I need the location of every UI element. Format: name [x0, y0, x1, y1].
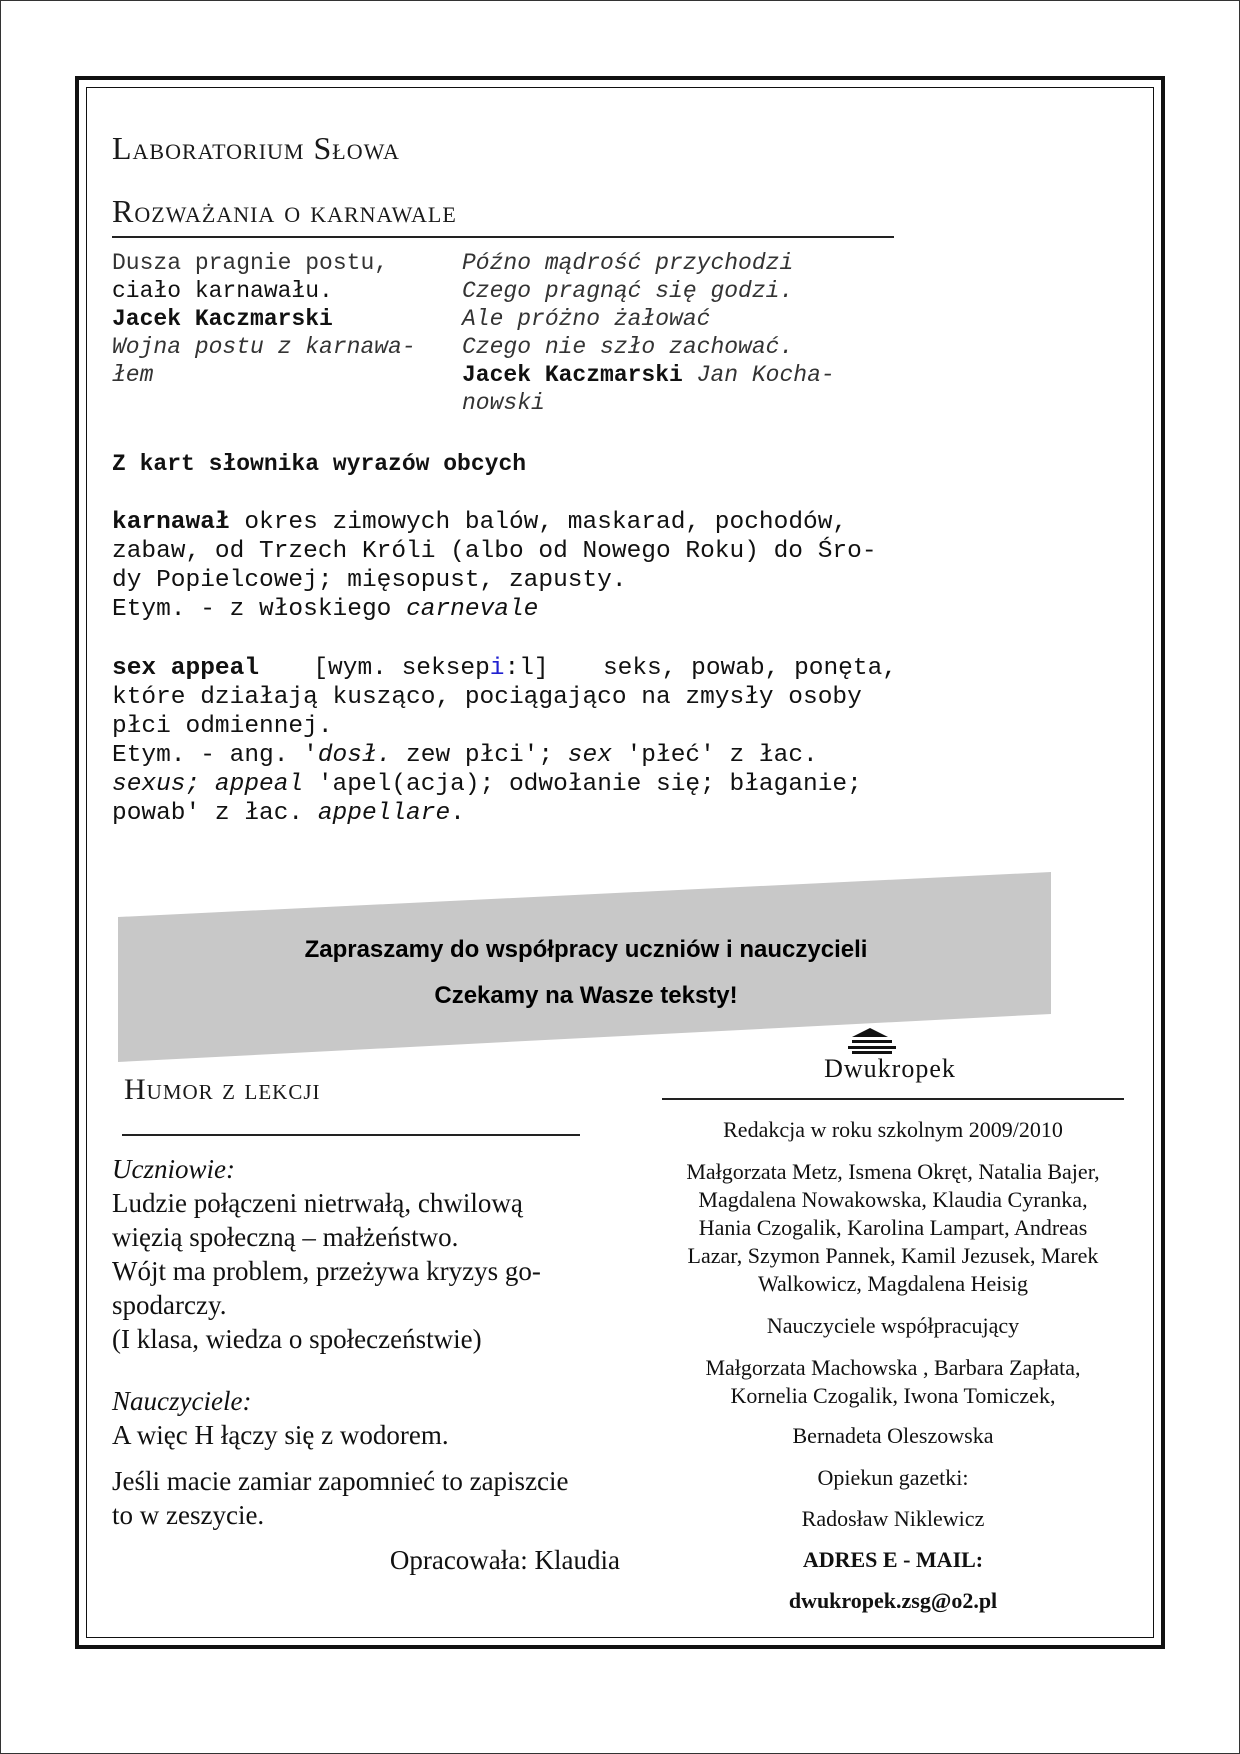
humor-line: Ludzie połączeni nietrwałą, chwilową — [112, 1188, 523, 1218]
poem-author: Jacek Kaczmarski — [462, 362, 683, 388]
article-title: Rozważania o karnawale — [112, 193, 457, 229]
humor-line: Jeśli macie zamiar zapomnieć to zapiszcie — [112, 1466, 569, 1496]
credits-teachers-title: Nauczyciele współpracujący — [766, 1313, 1020, 1338]
entry-definition: które działają kusząco, pociągająco na zmysły osoby — [112, 684, 862, 711]
entry-headword: karnawał — [112, 509, 230, 536]
credits-line: Lazar, Szymon Pannek, Kamil Jezusek, Marek — [687, 1243, 1099, 1268]
poem-author: Jacek Kaczmarski — [112, 306, 333, 332]
humor-line: to w zeszycie. — [112, 1500, 265, 1530]
entry-definition: płci odmiennej. — [112, 713, 333, 740]
dictionary-entry-karnawal — [112, 508, 897, 624]
poem-right — [462, 249, 902, 417]
entry-etymology: sexus; appeal 'apel(acja); odwołanie się; błaganie; — [112, 771, 862, 798]
credits-line: Walkowicz, Magdalena Heisig — [757, 1271, 1029, 1296]
credits-line: Magdalena Nowakowska, Klaudia Cyranka, — [698, 1187, 1088, 1212]
poem-work: łem — [112, 362, 154, 388]
banner-line-2: Czekamy na Wasze teksty! — [434, 982, 738, 1009]
credits-line: Małgorzata Machowska , Barbara Zapłata, — [705, 1355, 1081, 1380]
humor-line: A więc H łączy się z wodorem. — [112, 1420, 449, 1450]
humor-title-rule — [122, 1134, 580, 1136]
entry-definition: seks, powab, ponęta, — [602, 655, 897, 682]
poem-line: Czego pragnąć się godzi. — [462, 278, 794, 304]
credits-email-label: ADRES E - MAIL: — [802, 1547, 984, 1572]
poem-work: nowski — [462, 390, 545, 416]
entry-etymology: powab' z łac. appellare. — [112, 800, 465, 827]
entry-pronunciation: [wym. seksepi:l] — [313, 655, 549, 682]
banner-line-1: Zapraszamy do współpracy uczniów i nauczycieli — [304, 936, 868, 963]
credits-line: Małgorzata Metz, Ismena Okręt, Natalia Bajer, — [686, 1159, 1100, 1184]
humor-line: więzią społeczną – małżeństwo. — [112, 1222, 459, 1252]
invitation-banner-shape — [118, 872, 1054, 1064]
credits-rule — [662, 1098, 1124, 1100]
entry-definition: zabaw, od Trzech Króli (albo od Nowego Roku) do Śro- — [112, 538, 877, 565]
credits-teachers — [650, 1354, 1136, 1410]
poem-line: Ale próżno żałować — [462, 306, 711, 332]
humor-line: spodarczy. — [112, 1290, 227, 1320]
humor-author: Opracowała: Klaudia — [389, 1545, 620, 1575]
humor-students-label: Uczniowie: — [112, 1154, 235, 1184]
poem-left — [112, 249, 442, 389]
entry-definition: dy Popielcowej; mięsopust, zapusty. — [112, 567, 627, 594]
entry-headword: sex appeal — [112, 655, 260, 682]
poem-line: Późno mądrość przychodzi — [462, 250, 794, 276]
poem-work: Jan Kocha- — [696, 362, 835, 388]
credits-line: Kornelia Czogalik, Iwona Tomiczek, — [730, 1383, 1056, 1408]
humor-title: Humor z lekcji — [124, 1073, 321, 1106]
credits-guardian-title: Opiekun gazetki: — [817, 1465, 969, 1490]
humor-teachers — [112, 1384, 632, 1532]
dictionary-entry-sex-appeal — [112, 654, 897, 828]
credits-teachers-last: Bernadeta Oleszowska — [792, 1423, 994, 1448]
entry-definition: okres zimowych balów, maskarad, pochodów, — [244, 509, 848, 536]
entry-etymology: Etym. - ang. 'dosł. zew płci'; sex 'płeć' z łac. — [112, 742, 818, 769]
poem-line: ciało karnawału. — [112, 278, 333, 304]
section-title: Laboratorium Słowa — [112, 130, 400, 166]
credits-editorial-title: Redakcja w roku szkolnym 2009/2010 — [723, 1117, 1063, 1142]
dictionary-heading: Z kart słownika wyrazów obcych — [112, 451, 527, 477]
credits-editors — [650, 1158, 1136, 1298]
humor-teachers-label: Nauczyciele: — [112, 1386, 252, 1416]
credits-line: Hania Czogalik, Karolina Lampart, Andreas — [698, 1215, 1088, 1240]
poem-work: Wojna postu z karnawa- — [112, 334, 416, 360]
humor-line: Wójt ma problem, przeżywa kryzys go- — [112, 1256, 541, 1286]
article-title-rule — [112, 236, 894, 238]
humor-line: (I klasa, wiedza o społeczeństwie) — [112, 1324, 482, 1354]
logo-name: Dwukropek — [824, 1054, 956, 1083]
stacked-lines-logo-icon — [848, 1028, 900, 1054]
entry-etymology-word: carnevale — [406, 596, 539, 623]
poem-line: Czego nie szło zachować. — [462, 334, 794, 360]
credits-email[interactable]: dwukropek.zsg@o2.pl — [788, 1588, 998, 1613]
credits-guardian-name: Radosław Niklewicz — [801, 1506, 985, 1531]
humor-students — [112, 1152, 632, 1356]
poem-line: Dusza pragnie postu, — [112, 250, 389, 276]
entry-etymology: Etym. - z włoskiego — [112, 596, 392, 623]
